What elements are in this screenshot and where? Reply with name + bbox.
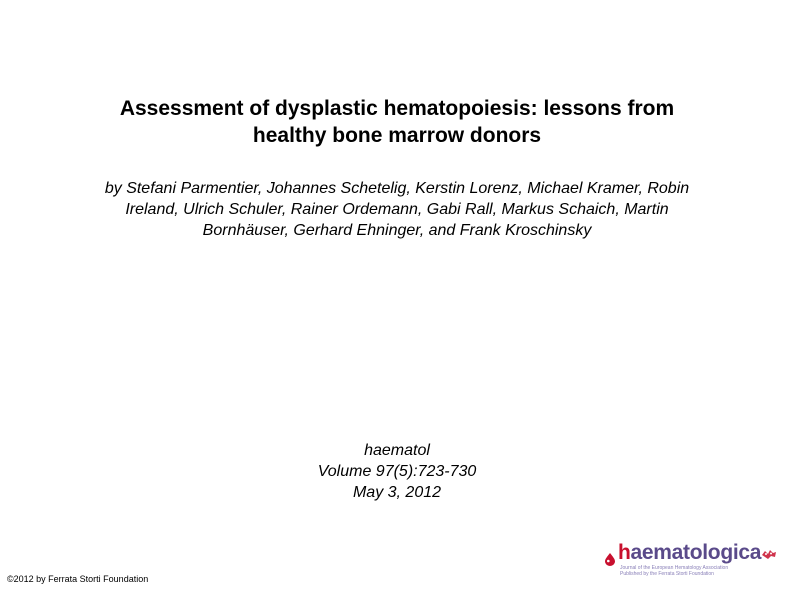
logo-tagline-line-1: Journal of the European Hematology Association bbox=[620, 565, 729, 571]
journal-volume: Volume 97(5):723-730 bbox=[317, 463, 477, 480]
logo-wordmark-rest: aematologica bbox=[630, 541, 762, 564]
copyright-notice: ©2012 by Ferrata Storti Foundation bbox=[7, 574, 149, 584]
journal-name: haematol bbox=[364, 442, 430, 459]
haematologica-logo bbox=[604, 541, 784, 581]
logo-wordmark-h: h bbox=[618, 541, 631, 564]
author-line-3: Bornhäuser, Gerhard Ehninger, and Frank Kroschinsky bbox=[202, 222, 592, 239]
logo-wordmark bbox=[618, 541, 761, 565]
author-list bbox=[40, 178, 754, 241]
author-line-2: Ireland, Ulrich Schuler, Rainer Ordemann, Gabi Rall, Markus Schaich, Martin bbox=[125, 201, 669, 218]
logo-tagline bbox=[620, 565, 728, 577]
author-line-1: by Stefani Parmentier, Johannes Schetelig, Kerstin Lorenz, Michael Kramer, Robin bbox=[104, 180, 690, 197]
foundation-emblem-icon bbox=[760, 547, 778, 561]
article-title-line-2: healthy bone marrow donors bbox=[252, 124, 542, 147]
logo-tagline-line-2: Published by the Ferrata Storti Foundation bbox=[620, 571, 714, 577]
publication-date: May 3, 2012 bbox=[352, 484, 442, 501]
article-title-line-1: Assessment of dysplastic hematopoiesis: lessons from bbox=[119, 97, 675, 120]
citation bbox=[197, 440, 597, 503]
logo-drop-icon bbox=[604, 552, 616, 566]
article-title bbox=[40, 95, 754, 149]
